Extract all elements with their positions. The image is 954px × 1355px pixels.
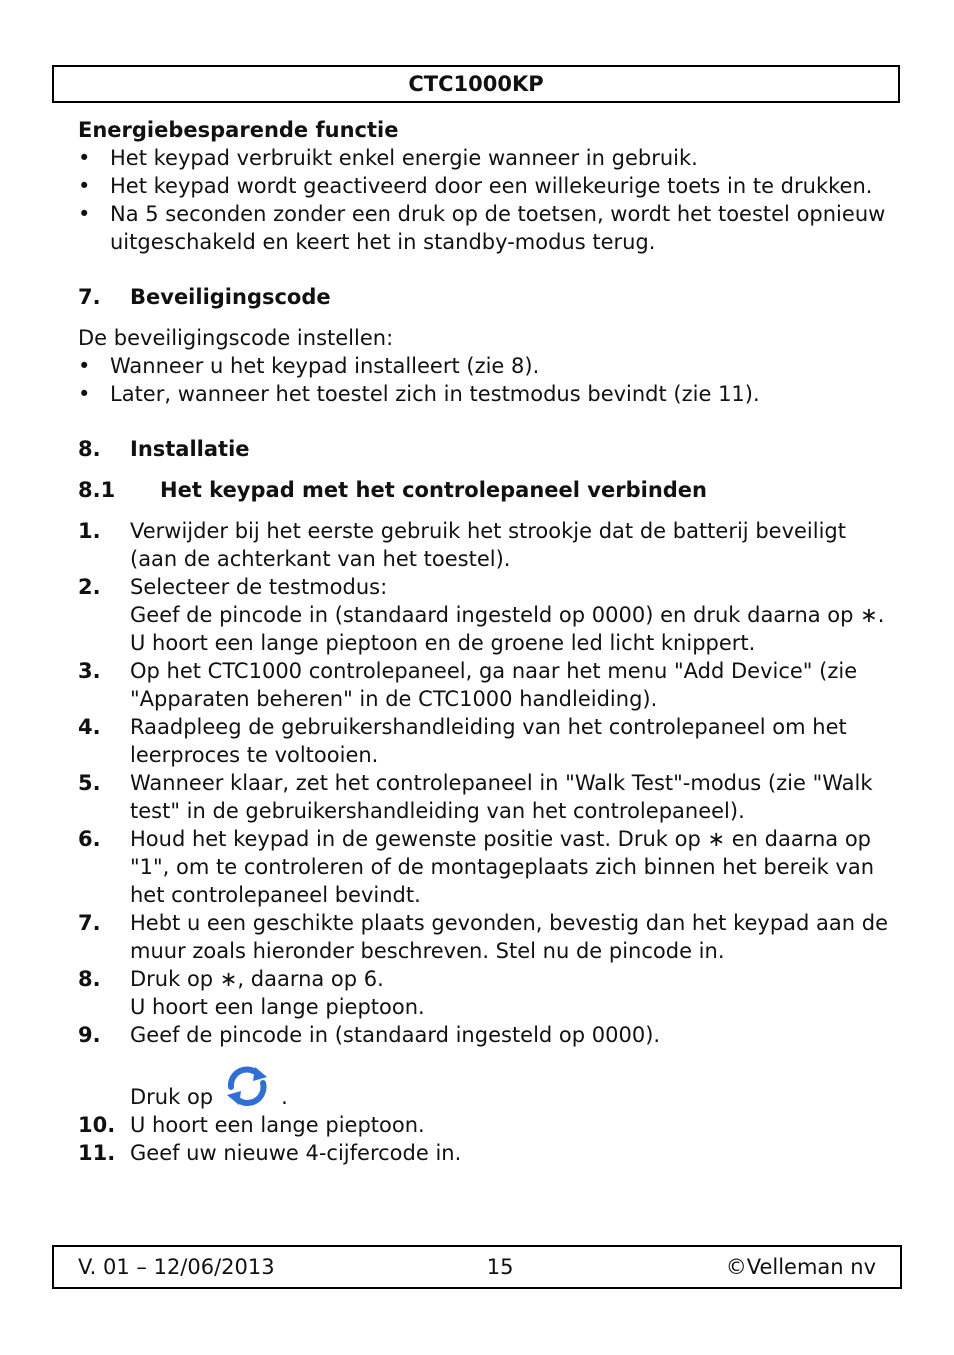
step-body bbox=[130, 713, 888, 769]
list-item: • Wanneer u het keypad installeert (zie 8). bbox=[78, 352, 888, 380]
step-number: 9. bbox=[78, 1023, 101, 1047]
step-body bbox=[130, 1021, 888, 1049]
step-line: Wanneer klaar, zet het controlepaneel in "Walk Test"-modus (zie "Walk test" in de gebruikershandleiding van het controlepaneel). bbox=[130, 771, 873, 823]
step-number: 1. bbox=[78, 519, 101, 543]
step-number: 2. bbox=[78, 575, 101, 599]
step-line: U hoort een lange pieptoon. bbox=[130, 995, 425, 1019]
energy-list bbox=[78, 144, 888, 256]
section-8-1-heading: 8.1 Het keypad met het controlepaneel verbinden bbox=[78, 478, 707, 502]
step-body bbox=[130, 965, 888, 1021]
step-item bbox=[78, 657, 888, 713]
step-number: 8. bbox=[78, 967, 101, 991]
installation-steps bbox=[78, 517, 888, 1049]
step-line: U hoort een lange pieptoon en de groene led licht knippert. bbox=[130, 631, 756, 655]
step-line: Houd het keypad in de gewenste positie vast. Druk op ∗ en daarna op "1", om te controleren of de montageplaats zich binnen het bereik van het controlepaneel bevindt. bbox=[130, 827, 875, 907]
section-7-list bbox=[78, 352, 888, 408]
step-body bbox=[130, 769, 888, 825]
sync-icon bbox=[219, 1061, 275, 1111]
step-item bbox=[78, 517, 888, 573]
section-7-intro: De beveiligingscode instellen: bbox=[78, 326, 394, 350]
step-item bbox=[78, 573, 888, 657]
step-item bbox=[78, 909, 888, 965]
step-item bbox=[78, 769, 888, 825]
step-body bbox=[130, 825, 888, 909]
page-content bbox=[78, 116, 888, 1167]
step-item bbox=[78, 1021, 888, 1049]
energy-heading: Energiebesparende functie bbox=[78, 118, 399, 142]
page-footer bbox=[52, 1245, 902, 1289]
step-line: Druk op ∗, daarna op 6. bbox=[130, 967, 384, 991]
step-line: Verwijder bij het eerste gebruik het strookje dat de batterij beveiligt (aan de achterkant van het toestel). bbox=[130, 519, 846, 571]
step-item bbox=[78, 965, 888, 1021]
step-number: 4. bbox=[78, 715, 101, 739]
step-number: 7. bbox=[78, 911, 101, 935]
step-body bbox=[130, 909, 888, 965]
step-line: Hebt u een geschikte plaats gevonden, bevestig dan het keypad aan de muur zoals hieronder beschreven. Stel nu de pincode in. bbox=[130, 911, 888, 963]
list-item: • Na 5 seconden zonder een druk op de toetsen, wordt het toestel opnieuw uitgeschakeld en keert het in standby-modus terug. bbox=[78, 200, 888, 256]
step-body bbox=[130, 517, 888, 573]
step-line: Selecteer de testmodus: bbox=[130, 575, 388, 599]
list-item: • Het keypad verbruikt enkel energie wanneer in gebruik. bbox=[78, 144, 888, 172]
step-11: 11. Geef uw nieuwe 4-cijfercode in. bbox=[78, 1141, 462, 1165]
step-body bbox=[130, 573, 888, 657]
section-8-heading: 8. Installatie bbox=[78, 437, 250, 461]
step-item bbox=[78, 713, 888, 769]
version-date: V. 01 – 12/06/2013 bbox=[78, 1255, 275, 1279]
step-number: 5. bbox=[78, 771, 101, 795]
step-10: 10. Druk op . U hoort een lange pieptoon. bbox=[78, 1061, 888, 1139]
step-number: 6. bbox=[78, 827, 101, 851]
step-item bbox=[78, 825, 888, 909]
step-line: Op het CTC1000 controlepaneel, ga naar het menu "Add Device" (zie "Apparaten beheren" in de CTC1000 handleiding). bbox=[130, 659, 858, 711]
list-item: • Het keypad wordt geactiveerd door een willekeurige toets in te drukken. bbox=[78, 172, 888, 200]
product-title: CTC1000KP bbox=[408, 72, 544, 96]
step-number: 3. bbox=[78, 659, 101, 683]
step-line: Geef de pincode in (standaard ingesteld op 0000) en druk daarna op ∗. bbox=[130, 603, 885, 627]
section-7-heading: 7. Beveiligingscode bbox=[78, 285, 331, 309]
step-line: Raadpleeg de gebruikershandleiding van het controlepaneel om het leerproces te voltooien. bbox=[130, 715, 847, 767]
step-body bbox=[130, 657, 888, 713]
list-item: • Later, wanneer het toestel zich in testmodus bevindt (zie 11). bbox=[78, 380, 888, 408]
page-number: 15 bbox=[486, 1255, 514, 1279]
page-header bbox=[52, 65, 900, 103]
step-line: Geef de pincode in (standaard ingesteld op 0000). bbox=[130, 1023, 661, 1047]
copyright: ©Velleman nv bbox=[725, 1255, 876, 1279]
